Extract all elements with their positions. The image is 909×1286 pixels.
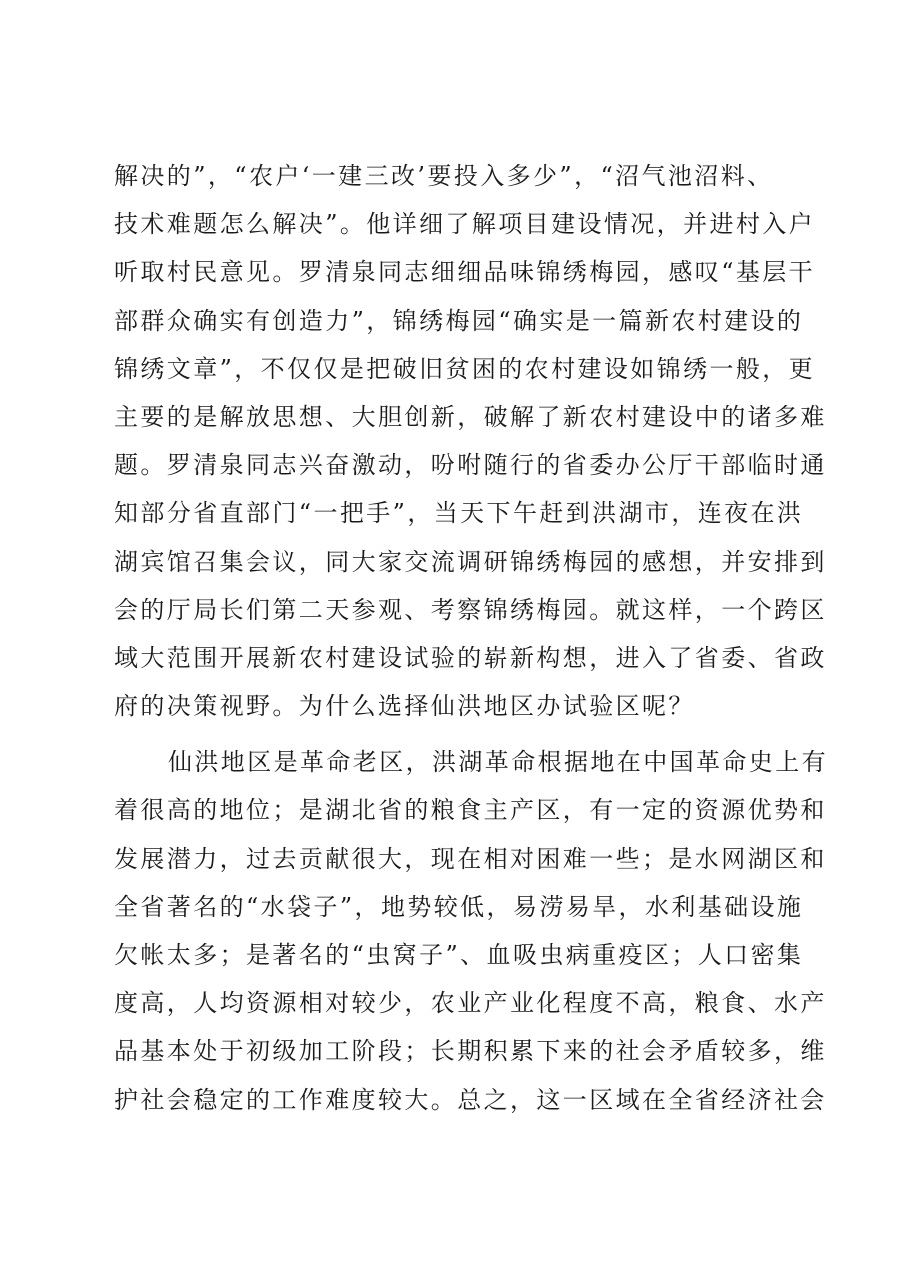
text-line: 全省著名的“水袋子”，地势较低，易涝易旱，水利基础设施	[114, 892, 804, 921]
text-line: 主要的是解放思想、大胆创新，破解了新农村建设中的诸多难	[114, 402, 827, 431]
body-text	[114, 152, 828, 1124]
text-line: 会的厅局长们第二天参观、考察锦绣梅园。就这样，一个跨区	[114, 595, 827, 624]
text-line: 护社会稳定的工作难度较大。总之，这一区域在全省经济社会	[114, 1085, 827, 1114]
text-line: 品基本处于初级加工阶段；长期积累下来的社会矛盾较多，维	[114, 1037, 827, 1066]
text-line: 知部分省直部门“一把手”，当天下午赶到洪湖市，连夜在洪	[114, 499, 804, 528]
text-line: 发展潜力，过去贡献很大，现在相对困难一些；是水网湖区和	[114, 844, 827, 873]
text-line: 域大范围开展新农村建设试验的崭新构想，进入了省委、省政	[114, 643, 827, 672]
text-line: 度高，人均资源相对较少，农业产业化程度不高，粮食、水产	[114, 989, 827, 1018]
text-line: 技术难题怎么解决”。他详细了解项目建设情况，并进村入户	[114, 210, 816, 239]
text-line: 部群众确实有创造力”，锦绣梅园“确实是一篇新农村建设的	[114, 306, 804, 335]
text-line: 欠帐太多；是著名的“虫窝子”、血吸虫病重疫区；人口密集	[114, 941, 804, 969]
text-line: 着很高的地位；是湖北省的粮食主产区，有一定的资源优势和	[114, 796, 827, 825]
text-line: 湖宾馆召集会议，同大家交流调研锦绣梅园的感想，并安排到	[114, 547, 827, 576]
text-line: 题。罗清泉同志兴奋激动，吩咐随行的省委办公厅干部临时通	[114, 451, 827, 480]
paragraph-2	[114, 738, 828, 1124]
text-line: 解决的”，“农户‘一建三改’要投入多少”，“沼气池沼料、	[114, 162, 774, 190]
text-line: 听取村民意见。罗清泉同志细细品味锦绣梅园，感叹“基层干	[114, 258, 816, 287]
text-line: 府的决策视野。为什么选择仙洪地区办试验区呢？	[114, 692, 695, 721]
paragraph-gap	[114, 730, 814, 738]
paragraph-1	[114, 152, 827, 730]
text-line: 锦绣文章”，不仅仅是把破旧贫困的农村建设如锦绣一般，更	[114, 354, 816, 383]
text-line: 仙洪地区是革命老区，洪湖革命根据地在中国革命史上有	[168, 748, 828, 777]
